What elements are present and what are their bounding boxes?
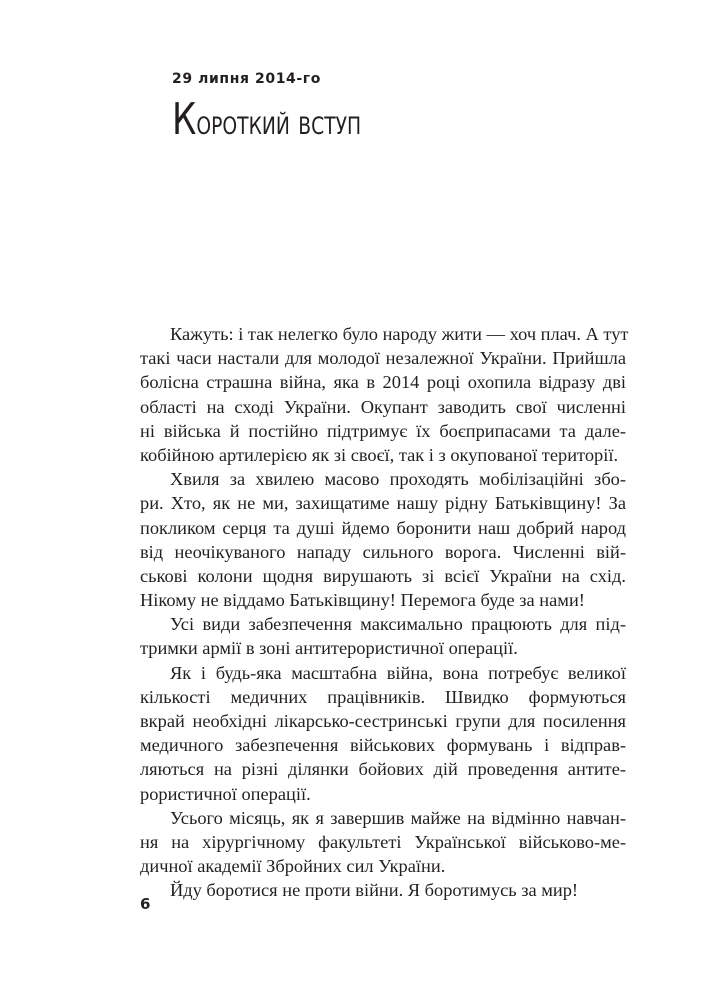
- chapter-date: 29 липня 2014-го: [172, 71, 321, 87]
- text-line: рористичної операції.: [140, 783, 311, 804]
- chapter-title: [172, 94, 361, 145]
- text-line: ляються на різні ділянки бойових дій проведення антите-: [140, 759, 626, 780]
- text-line: ськові колони щодня вирушають зі всієї України на схід.: [140, 565, 626, 586]
- text-line: Усі види забезпечення максимально працюють для під-: [170, 614, 626, 635]
- text-line: такі часи настали для молодої незалежної України. Прийшла: [140, 348, 626, 369]
- text-line: Нікому не віддамо Батьківщину! Перемога буде за нами!: [140, 590, 585, 611]
- text-line: кількості медичних працівників. Швидко формуються: [140, 686, 626, 707]
- text-line: Усього місяць, як я завершив майже на відмінно навчан-: [170, 807, 626, 828]
- text-line: медичного забезпечення військових формувань і відправ-: [140, 735, 626, 756]
- text-line: Кажуть: і так нелегко було народу жити — хоч плач. А тут: [170, 324, 629, 344]
- page-number: 6: [140, 895, 151, 913]
- text-line: дичної академії Збройних сил України.: [140, 856, 446, 877]
- text-line: ні війська й постійно підтримує їх боєприпасами та дале-: [140, 420, 626, 441]
- text-line: ня на хірургічному факультеті Української військово-ме-: [140, 831, 626, 852]
- body-text: [140, 322, 629, 903]
- chapter-title-initial: К: [172, 94, 197, 145]
- text-line: вкрай необхідні лікарсько-сестринські групи для посилення: [140, 711, 626, 731]
- text-line: від неочікуваного нападу сильного ворога. Численні вій-: [140, 541, 626, 562]
- text-line: болісна страшна війна, яка в 2014 році охопила відразу дві: [140, 372, 626, 393]
- text-line: тримки армії в зоні антитерористичної операції.: [140, 638, 518, 659]
- text-line: покликом серця та душі йдемо боронити наш добрий народ: [140, 517, 626, 538]
- text-line: Як і будь-яка масштабна війна, вона потребує великої: [170, 662, 626, 683]
- text-line: ри. Хто, як не ми, захищатиме нашу рідну Батьківщину! За: [140, 493, 626, 514]
- chapter-title-rest: ороткий вступ: [196, 103, 362, 143]
- text-line: кобійною артилерією як зі своєї, так і з окупованої території.: [140, 444, 619, 465]
- text-line: Йду боротися не проти війни. Я боротимусь за мир!: [170, 880, 579, 901]
- text-line: області на сході України. Окупант заводить свої численні: [140, 396, 626, 417]
- text-line: Хвиля за хвилею масово проходять мобілізаційні збо-: [170, 469, 626, 490]
